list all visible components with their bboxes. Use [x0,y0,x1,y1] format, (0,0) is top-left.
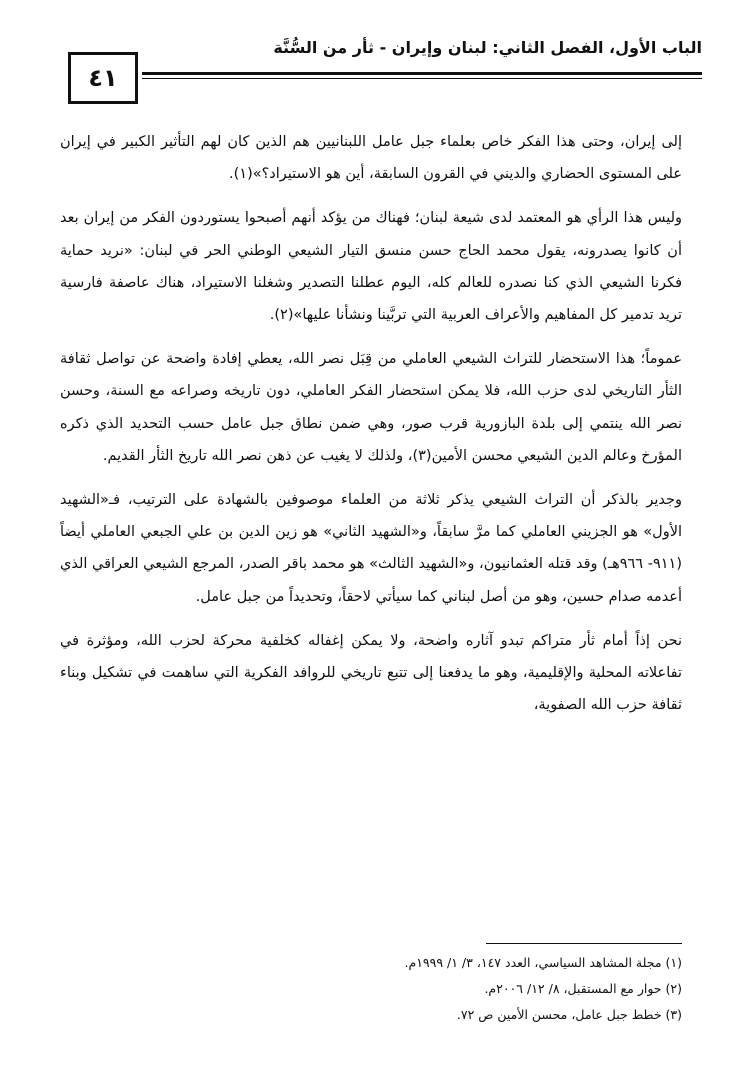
paragraph: إلى إيران، وحتى هذا الفكر خاص بعلماء جبل عامل اللبنانيين هم الذين كان لهم التأثير الكبير في إيران على المستوى الحضاري والديني في القرون السابقة، أين هو الاستيراد؟»(١). [60,134,682,183]
page-number: ٤١ [68,52,138,104]
footnote-separator [486,943,682,944]
paragraph: عموماً؛ هذا الاستحضار للتراث الشيعي العاملي من قِبَل نصر الله، يعطي إفادة واضحة عن تواصل ثقافة الثأر التاريخي لدى حزب الله، فلا يمكن استحضار الفكر العاملي، دون تاريخه وصراعه مع السنة، وحسن نصر الله ينتمي إلى بلدة البازورية قرب صور، وهي ضمن نطاق جبل عامل حسب التحديد الذي ذكره المؤرخ وعالم الدين الشيعي محسن الأمين(٣)، ولذلك لا يغيب عن ذهن نصر الله تاريخ الثأر القديم. [60,351,682,464]
page-header [40,28,702,112]
header-rule-thin [142,78,702,79]
footnotes [60,950,682,1028]
footnote: (٣) خطط جبل عامل، محسن الأمين ص ٧٢. [456,1007,682,1022]
paragraph: وليس هذا الرأي هو المعتمد لدى شيعة لبنان؛ فهناك من يؤكد أنهم أصبحوا يستوردون الفكر من إيران بعد أن كانوا يصدرونه، يقول محمد الحاج حسن منسق التيار الشيعي الوطني الحر في لبنان: «نريد حماية فكرنا الشيعي الذي كنا نصدره للعالم كله، اليوم عطلنا التصدير وشغلنا الاستيراد، هناك عاصفة فارسية تريد تدمير كل المفاهيم والأعراف العربية التي تربَّينا ونشأنا عليها»(٢). [60,210,682,324]
footnote: (٢) حوار مع المستقبل، ٨/ ١٢/ ٢٠٠٦م. [484,981,682,996]
main-text [60,126,682,733]
footnote: (١) مجلة المشاهد السياسي، العدد ١٤٧، ٣/ ١/ ١٩٩٩م. [404,955,682,970]
running-head: الباب الأول، الفصل الثاني: لبنان وإيران - ثأر من السُّنَّة [273,38,702,57]
header-rule-thick [142,72,702,75]
paragraph: نحن إذاً أمام ثأر متراكم تبدو آثاره واضحة، ولا يمكن إغفاله كخلفية محركة لحزب الله، ومؤثرة في تفاعلاته المحلية والإقليمية، وهو ما يدفعنا إلى تتبع تاريخي للروافد الفكرية التي ساهمت في تشكيل وبناء ثقافة حزب الله الصفوية، [60,632,682,714]
paragraph: وجدير بالذكر أن التراث الشيعي يذكر ثلاثة من العلماء موصوفين بالشهادة على الترتيب، فـ«الشهيد الأول» هو الجزيني العاملي كما مرَّ سابقاً، و«الشهيد الثاني» هو زين الدين بن علي الجبعي العاملي أيضاً (٩١١- ٩٦٦هـ) وقد قتله العثمانيون، و«الشهيد الثالث» هو محمد باقر الصدر، المرجع الشيعي العراقي الذي أعدمه صدام حسين، وهو من أصل لبناني كما سيأتي لاحقاً، وتحديداً من جبل عامل. [60,492,683,605]
